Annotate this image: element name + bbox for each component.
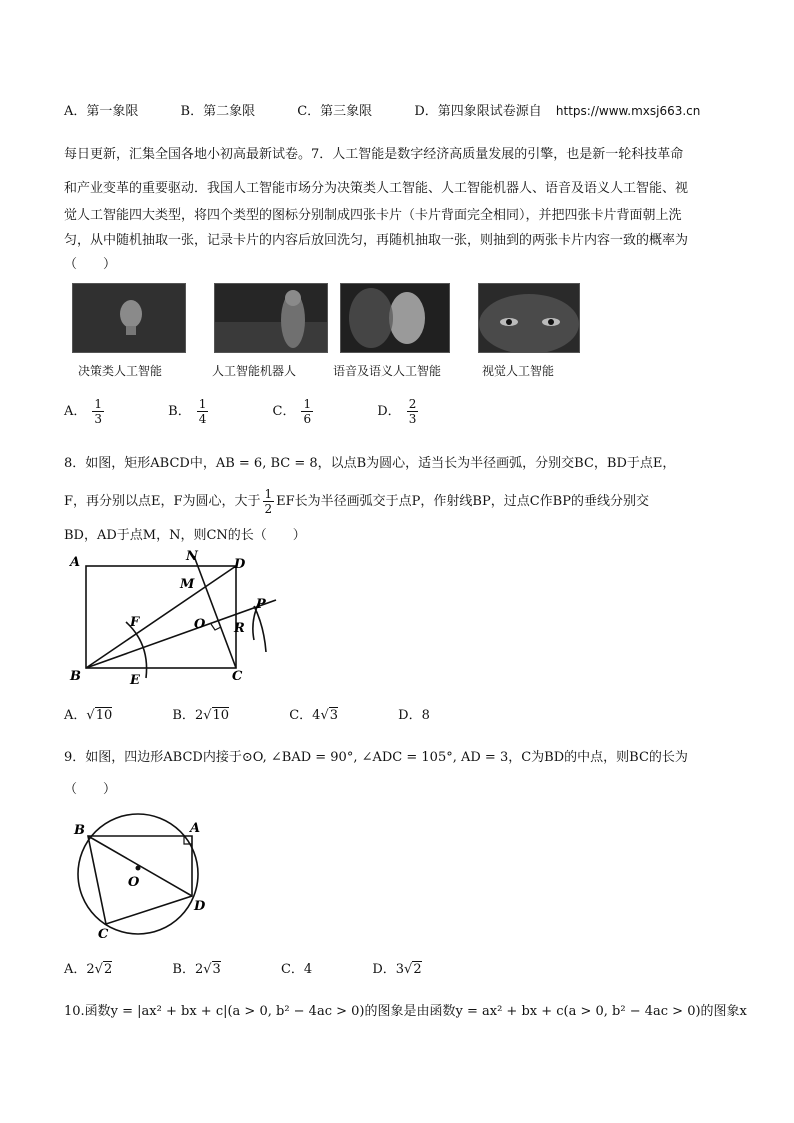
q9-option-d: D．3√2	[372, 962, 422, 977]
q10-line-1: 10.函数y = |ax² + bx + c|(a > 0, b² − 4ac > 0)的图象是由函数y = ax² + bx + c(a > 0, b² − 4ac > 0)的图象x	[64, 1004, 747, 1019]
card-label-robot-ai: 人工智能机器人	[212, 364, 297, 378]
q8-line-3: BD，AD于点M，N，则CN的长（ ）	[64, 528, 306, 543]
q7-line-1: 每日更新，汇集全国各地小初高最新试卷。7．人工智能是数字经济高质量发展的引擎，也是新一轮科技革命	[64, 147, 684, 162]
q8-label-n: N	[186, 549, 198, 564]
q8-label-o: O	[194, 617, 206, 632]
q8-line-1: 8．如图，矩形ABCD中，AB = 6, BC = 8，以点B为圆心，适当长为半径画弧，分别交BC，BD于点E，	[64, 456, 676, 471]
q8-label-r: R	[234, 621, 245, 636]
q8-label-b: B	[70, 669, 81, 684]
card-label-decision-ai: 决策类人工智能	[78, 364, 163, 378]
q6-option-b: B．第二象限	[180, 104, 256, 119]
q8-option-c: C．4√3	[289, 708, 339, 723]
q7-options-row	[64, 397, 456, 426]
site-url[interactable]: https://www.mxsj663.cn	[555, 104, 701, 118]
q8-label-m: M	[180, 577, 195, 592]
q9-label-d: D	[194, 899, 206, 914]
q7-line-4: 匀，从中随机抽取一张，记录卡片的内容后放回洗匀，再随机抽取一张，则抽到的两张卡片内容一致的概率为	[64, 233, 689, 248]
q8-options-row	[64, 704, 468, 723]
q8-label-p: P	[256, 597, 266, 612]
q9-option-c: C．4	[280, 962, 313, 977]
q8-label-d: D	[234, 557, 246, 572]
q9-center-dot	[136, 866, 141, 871]
q8-label-e: E	[130, 673, 140, 688]
q8-label-f: F	[130, 615, 140, 630]
card-label-vision-ai: 视觉人工智能	[482, 364, 555, 378]
q8-label-c: C	[232, 669, 243, 684]
q8-option-a: A．√10	[64, 708, 113, 723]
q9-label-b: B	[74, 823, 85, 838]
q8-label-a: A	[70, 555, 81, 570]
q9-options-row	[64, 958, 460, 977]
q9-label-o: O	[128, 875, 140, 890]
q7-option-d: D． $\frac{2}{3}$	[377, 397, 417, 426]
q7-line-3: 觉人工智能四大类型，将四个类型的图标分别制成四张卡片（卡片背面完全相同），并把四张卡片背面朝上洗	[64, 208, 682, 223]
card-image-speech-ai	[340, 283, 450, 353]
q6-option-c: C．第三象限	[297, 104, 373, 119]
q8-rectangle-figure	[64, 548, 294, 688]
q9-label-a: A	[190, 821, 201, 836]
q7-option-b: B． $\frac{1}{4}$	[168, 397, 207, 426]
q7-option-a: A． $\frac{1}{3}$	[64, 397, 103, 426]
q9-option-b: B．2√3	[172, 962, 221, 977]
q8-option-b: B．2√10	[172, 708, 230, 723]
q7-option-c: C． $\frac{1}{6}$	[272, 397, 312, 426]
q8-option-d: D．8	[398, 708, 430, 723]
q6-option-a: A．第一象限	[64, 104, 139, 119]
card-image-decision-ai	[72, 283, 186, 353]
q7-line-2: 和产业变革的重要驱动．我国人工智能市场分为决策类人工智能、人工智能机器人、语音及语义人工智能、视	[64, 181, 689, 196]
card-label-speech-ai: 语音及语义人工智能	[333, 364, 442, 378]
card-image-robot-ai	[214, 283, 328, 353]
q8-line-2: F，再分别以点E，F为圆心，大于 $\frac{1}{2}$ EF长为半径画弧交于点P，作射线BP，过点C作BP的垂线分别交	[64, 487, 649, 516]
q7-answer-paren: （ ）	[64, 257, 117, 272]
card-image-vision-ai	[478, 283, 580, 353]
q9-option-a: A．2√2	[64, 962, 113, 977]
q9-line-1: 9．如图，四边形ABCD内接于⊙O, ∠BAD = 90°, ∠ADC = 105°, AD = 3，C为BD的中点，则BC的长为	[64, 750, 688, 765]
q9-label-c: C	[98, 927, 109, 942]
q9-answer-paren: （ ）	[64, 782, 117, 797]
q9-circle-figure	[64, 808, 224, 944]
q6-options-row	[64, 100, 700, 119]
q6-option-d: D．第四象限试卷源自	[414, 104, 542, 119]
